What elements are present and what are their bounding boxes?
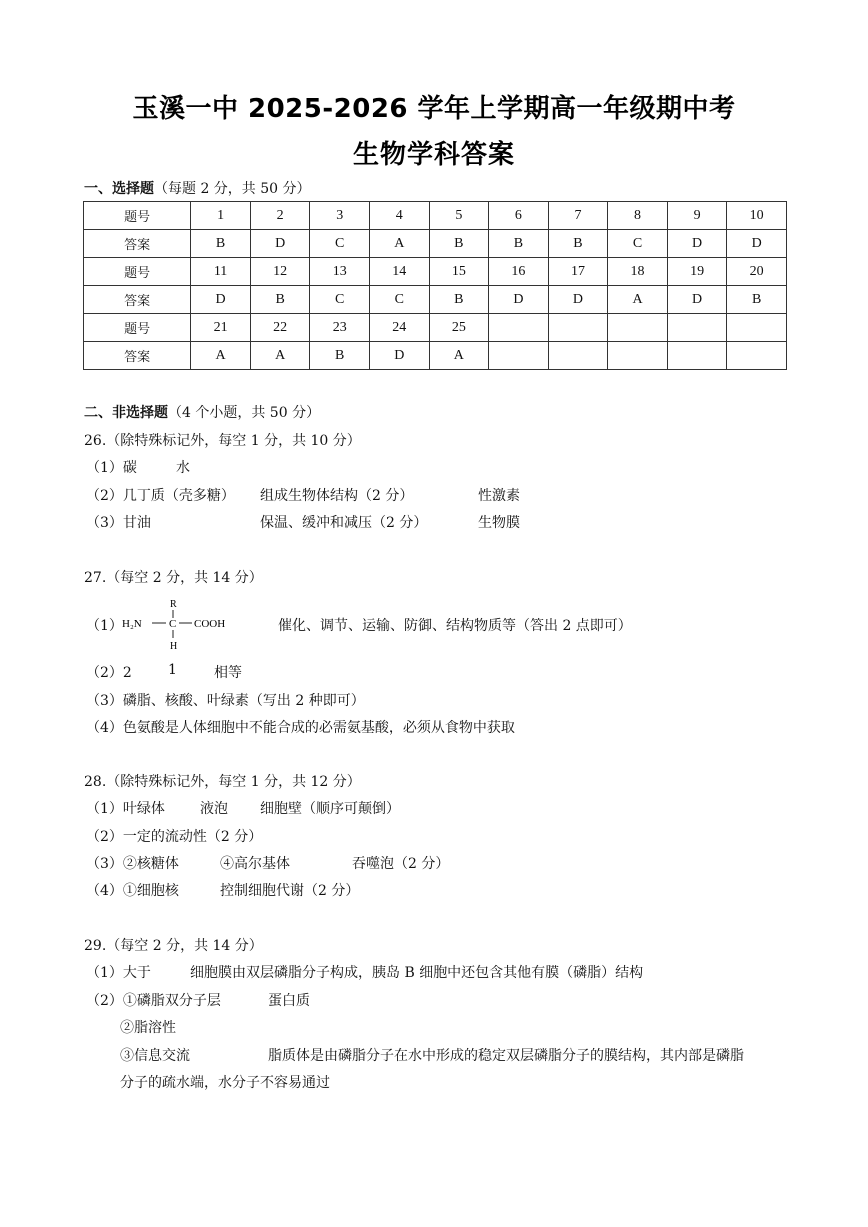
q27-4: （4）色氨酸是人体细胞中不能合成的必需氨基酸，必须从食物中获取 bbox=[86, 720, 515, 736]
question-number-cell: 20 bbox=[727, 258, 787, 286]
row-label-question: 题号 bbox=[84, 314, 191, 342]
question-number-cell: 5 bbox=[429, 202, 489, 230]
answer-cell bbox=[548, 342, 608, 370]
question-number-cell: 7 bbox=[548, 202, 608, 230]
answer-cell: B bbox=[191, 230, 251, 258]
section2-title: 二、非选择题 bbox=[84, 405, 168, 421]
answer-cell: B bbox=[548, 230, 608, 258]
question-number-cell: 2 bbox=[250, 202, 310, 230]
question-number-cell bbox=[548, 314, 608, 342]
question-number-row bbox=[84, 314, 787, 342]
answer-cell: A bbox=[369, 230, 429, 258]
section2-note: （4 个小题，共 50 分） bbox=[168, 405, 321, 421]
answer-cell bbox=[727, 342, 787, 370]
question-number-cell: 3 bbox=[310, 202, 370, 230]
q27-header: 27.（每空 2 分，共 14 分） bbox=[84, 570, 263, 586]
answer-cell: B bbox=[429, 286, 489, 314]
question-number-cell: 4 bbox=[369, 202, 429, 230]
q28-2: （2）一定的流动性（2 分） bbox=[86, 829, 263, 845]
answer-cell bbox=[667, 342, 727, 370]
question-number-cell bbox=[727, 314, 787, 342]
q26-3-a: （3）甘油 bbox=[86, 515, 151, 531]
question-number-cell: 12 bbox=[250, 258, 310, 286]
formula-c: C bbox=[169, 618, 177, 630]
answer-cell: C bbox=[369, 286, 429, 314]
question-number-cell: 14 bbox=[369, 258, 429, 286]
question-number-cell: 24 bbox=[369, 314, 429, 342]
formula-h2n: H₂N bbox=[122, 618, 142, 630]
q29-3: ②脂溶性 bbox=[120, 1020, 176, 1036]
answer-cell: D bbox=[250, 230, 310, 258]
exam-subtitle: 生物学科答案 bbox=[352, 140, 515, 170]
question-number-cell bbox=[608, 314, 668, 342]
question-number-cell: 13 bbox=[310, 258, 370, 286]
question-number-row bbox=[84, 202, 787, 230]
q29-4-a: ③信息交流 bbox=[120, 1048, 190, 1064]
answer-cell: D bbox=[727, 230, 787, 258]
q26-2-b: 组成生物体结构（2 分） bbox=[260, 488, 414, 504]
question-number-cell: 19 bbox=[667, 258, 727, 286]
q28-4-a: （4）①细胞核 bbox=[86, 883, 179, 899]
q27-2-c: 相等 bbox=[214, 665, 242, 681]
q26-2-a: （2）几丁质（壳多糖） bbox=[86, 488, 235, 504]
answer-cell: A bbox=[608, 286, 668, 314]
q29-2-a: （2）①磷脂双分子层 bbox=[86, 993, 221, 1009]
q28-1-a: （1）叶绿体 bbox=[86, 801, 165, 817]
answer-cell: C bbox=[310, 286, 370, 314]
answer-cell: D bbox=[369, 342, 429, 370]
row-label-answer: 答案 bbox=[84, 342, 191, 370]
row-label-question: 题号 bbox=[84, 202, 191, 230]
q29-1-b: 细胞膜由双层磷脂分子构成，胰岛 B 细胞中还包含其他有膜（磷脂）结构 bbox=[190, 965, 644, 981]
answer-row bbox=[84, 230, 787, 258]
question-number-cell: 10 bbox=[727, 202, 787, 230]
question-number-cell: 11 bbox=[191, 258, 251, 286]
question-number-cell bbox=[489, 314, 549, 342]
formula-r: R bbox=[170, 599, 177, 610]
answer-cell: B bbox=[489, 230, 549, 258]
row-label-answer: 答案 bbox=[84, 286, 191, 314]
q28-1-b: 液泡 bbox=[200, 801, 228, 817]
q28-3-b: ④高尔基体 bbox=[220, 856, 290, 872]
question-number-row bbox=[84, 258, 787, 286]
q26-3-c: 生物膜 bbox=[478, 515, 520, 531]
q26-3-b: 保温、缓冲和减压（2 分） bbox=[260, 515, 428, 531]
exam-title: 玉溪一中 2025-2026 学年上学期高一年级期中考 bbox=[132, 94, 736, 124]
answer-row bbox=[84, 342, 787, 370]
answer-cell: D bbox=[667, 286, 727, 314]
q28-header: 28.（除特殊标记外，每空 1 分，共 12 分） bbox=[84, 774, 361, 790]
question-number-cell: 8 bbox=[608, 202, 668, 230]
q27-2-b: 1 bbox=[168, 662, 177, 678]
formula-cooh: COOH bbox=[194, 618, 226, 630]
answer-cell: B bbox=[310, 342, 370, 370]
q28-3-a: （3）②核糖体 bbox=[86, 856, 179, 872]
row-label-question: 题号 bbox=[84, 258, 191, 286]
q27-1-prefix: （1） bbox=[86, 618, 123, 634]
section1-note: （每题 2 分，共 50 分） bbox=[154, 181, 311, 197]
row-label-answer: 答案 bbox=[84, 230, 191, 258]
answer-cell: D bbox=[489, 286, 549, 314]
answer-cell: B bbox=[250, 286, 310, 314]
q26-2-c: 性激素 bbox=[478, 488, 520, 504]
q27-3: （3）磷脂、核酸、叶绿素（写出 2 种即可） bbox=[86, 693, 365, 709]
section2-heading bbox=[84, 402, 320, 422]
answer-row bbox=[84, 286, 787, 314]
question-number-cell: 23 bbox=[310, 314, 370, 342]
q28-4-b: 控制细胞代谢（2 分） bbox=[220, 883, 360, 899]
q26-1-b: 水 bbox=[176, 460, 190, 476]
question-number-cell: 6 bbox=[489, 202, 549, 230]
question-number-cell: 17 bbox=[548, 258, 608, 286]
q29-4-b: 脂质体是由磷脂分子在水中形成的稳定双层磷脂分子的膜结构，其内部是磷脂 bbox=[268, 1048, 744, 1064]
answer-cell: C bbox=[310, 230, 370, 258]
answer-cell: B bbox=[429, 230, 489, 258]
answer-cell: D bbox=[191, 286, 251, 314]
question-number-cell: 25 bbox=[429, 314, 489, 342]
question-number-cell: 9 bbox=[667, 202, 727, 230]
question-number-cell: 22 bbox=[250, 314, 310, 342]
q27-1-text: 催化、调节、运输、防御、结构物质等（答出 2 点即可） bbox=[278, 618, 632, 634]
section1-heading bbox=[84, 178, 311, 198]
q28-1-c: 细胞壁（顺序可颠倒） bbox=[260, 801, 400, 817]
formula-h: H bbox=[170, 641, 178, 652]
answer-cell: A bbox=[429, 342, 489, 370]
answer-cell: B bbox=[727, 286, 787, 314]
question-number-cell: 16 bbox=[489, 258, 549, 286]
q28-3-c: 吞噬泡（2 分） bbox=[352, 856, 450, 872]
question-number-cell: 18 bbox=[608, 258, 668, 286]
answer-cell bbox=[489, 342, 549, 370]
q27-2-a: （2）2 bbox=[86, 665, 132, 681]
q29-5: 分子的疏水端，水分子不容易通过 bbox=[120, 1075, 330, 1091]
answer-table bbox=[83, 201, 787, 370]
answer-cell: D bbox=[667, 230, 727, 258]
answer-cell: C bbox=[608, 230, 668, 258]
q26-header: 26.（除特殊标记外，每空 1 分，共 10 分） bbox=[84, 433, 361, 449]
q29-header: 29.（每空 2 分，共 14 分） bbox=[84, 938, 263, 954]
question-number-cell: 1 bbox=[191, 202, 251, 230]
amino-acid-formula bbox=[122, 596, 252, 652]
q26-1-a: （1）碳 bbox=[86, 460, 137, 476]
question-number-cell: 21 bbox=[191, 314, 251, 342]
answer-cell: A bbox=[191, 342, 251, 370]
q29-2-b: 蛋白质 bbox=[268, 993, 310, 1009]
answer-cell bbox=[608, 342, 668, 370]
q29-1-a: （1）大于 bbox=[86, 965, 151, 981]
question-number-cell bbox=[667, 314, 727, 342]
section1-title: 一、选择题 bbox=[84, 181, 154, 197]
answer-cell: D bbox=[548, 286, 608, 314]
answer-cell: A bbox=[250, 342, 310, 370]
question-number-cell: 15 bbox=[429, 258, 489, 286]
